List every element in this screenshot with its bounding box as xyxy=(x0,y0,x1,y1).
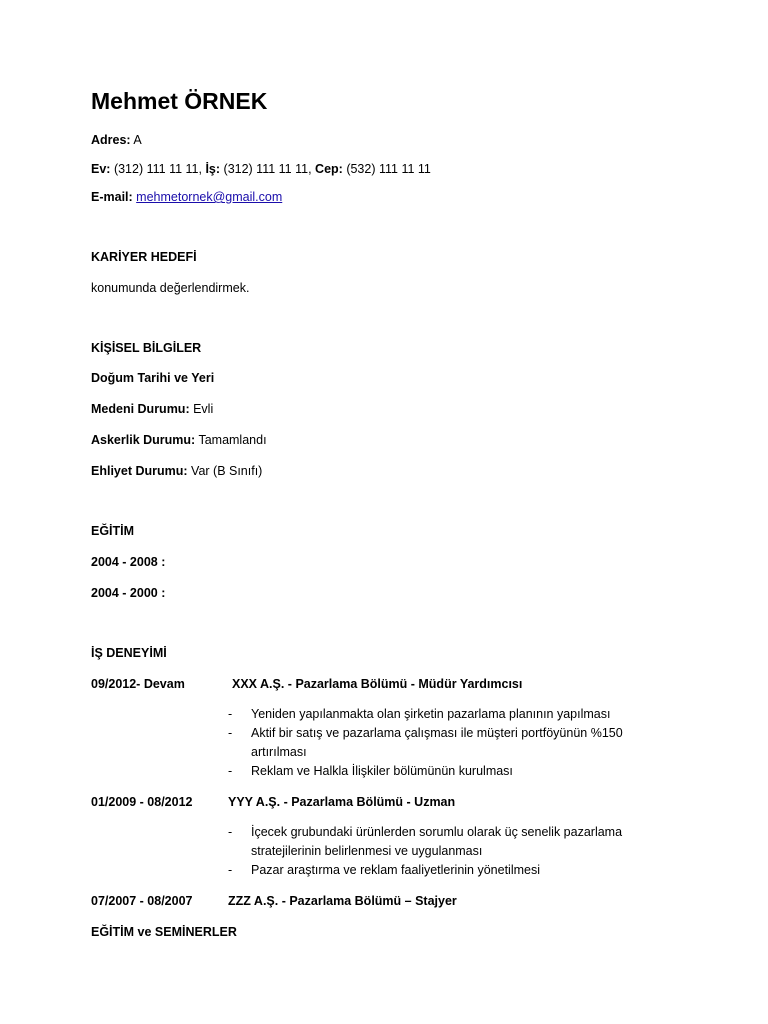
marital-line xyxy=(91,401,213,417)
email-label: E-mail: xyxy=(91,190,133,204)
bullet-text: Aktif bir satış ve pazarlama çalışması ile müşteri portföyünün %150 artırılması xyxy=(251,726,623,759)
birth-label: Doğum Tarihi ve Yeri xyxy=(91,371,215,385)
email-link[interactable]: mehmetornek@gmail.com xyxy=(136,190,283,204)
bullet-text: Pazar araştırma ve reklam faaliyetlerinin yönetilmesi xyxy=(251,863,540,877)
job-period: 07/2007 - 08/2007 xyxy=(91,894,193,908)
license-label: Ehliyet Durumu: xyxy=(91,464,188,478)
job-period: 01/2009 - 08/2012 xyxy=(91,795,193,809)
home-phone-label: Ev: xyxy=(91,162,111,176)
email-line xyxy=(91,189,282,205)
work-phone-label: İş: xyxy=(205,162,221,176)
seminars-heading: EĞİTİM ve SEMİNERLER xyxy=(91,925,237,939)
address-line xyxy=(91,132,142,148)
marital-label: Medeni Durumu: xyxy=(91,402,190,416)
education-heading: EĞİTİM xyxy=(91,524,135,538)
bullet-marker: - xyxy=(228,863,233,877)
career-text: konumunda değerlendirmek. xyxy=(91,281,250,295)
phone-line xyxy=(91,161,431,177)
job-title: XXX A.Ş. - Pazarlama Bölümü - Müdür Yardımcısı xyxy=(232,677,523,691)
mobile-phone-label: Cep: xyxy=(315,162,343,176)
person-name: Mehmet ÖRNEK xyxy=(91,88,268,114)
education-row: 2004 - 2008 : xyxy=(91,555,166,569)
mobile-phone-value: (532) 111 11 11 xyxy=(346,162,431,176)
bullet-marker: - xyxy=(228,764,233,778)
work-phone-value: (312) 111 11 11, xyxy=(223,162,312,176)
military-line xyxy=(91,432,267,448)
marital-value: Evli xyxy=(193,402,214,416)
career-heading: KARİYER HEDEFİ xyxy=(91,250,197,264)
personal-heading: KİŞİSEL BİLGİLER xyxy=(91,341,202,355)
bullet-marker: - xyxy=(228,825,233,839)
license-value: Var (B Sınıfı) xyxy=(191,464,263,478)
job-title: ZZZ A.Ş. - Pazarlama Bölümü – Stajyer xyxy=(228,894,457,908)
military-value: Tamamlandı xyxy=(198,433,267,447)
job-period: 09/2012- Devam xyxy=(91,677,185,691)
military-label: Askerlik Durumu: xyxy=(91,433,196,447)
bullet-text: Yeniden yapılanmakta olan şirketin pazarlama planının yapılması xyxy=(251,707,611,721)
job-title: YYY A.Ş. - Pazarlama Bölümü - Uzman xyxy=(228,795,456,809)
education-row: 2004 - 2000 : xyxy=(91,586,166,600)
license-line xyxy=(91,463,262,479)
bullet-marker: - xyxy=(228,726,233,740)
bullet-text: Reklam ve Halkla İlişkiler bölümünün kurulması xyxy=(251,764,513,778)
bullet-marker: - xyxy=(228,707,233,721)
home-phone-value: (312) 111 11 11, xyxy=(113,162,202,176)
address-label: Adres: xyxy=(91,133,131,147)
address-value: A xyxy=(133,133,142,147)
bullet-text: İçecek grubundaki ürünlerden sorumlu olarak üç senelik pazarlama stratejilerinin belirlenmesi ve uygulanması xyxy=(251,825,623,858)
experience-heading: İŞ DENEYİMİ xyxy=(91,646,167,660)
